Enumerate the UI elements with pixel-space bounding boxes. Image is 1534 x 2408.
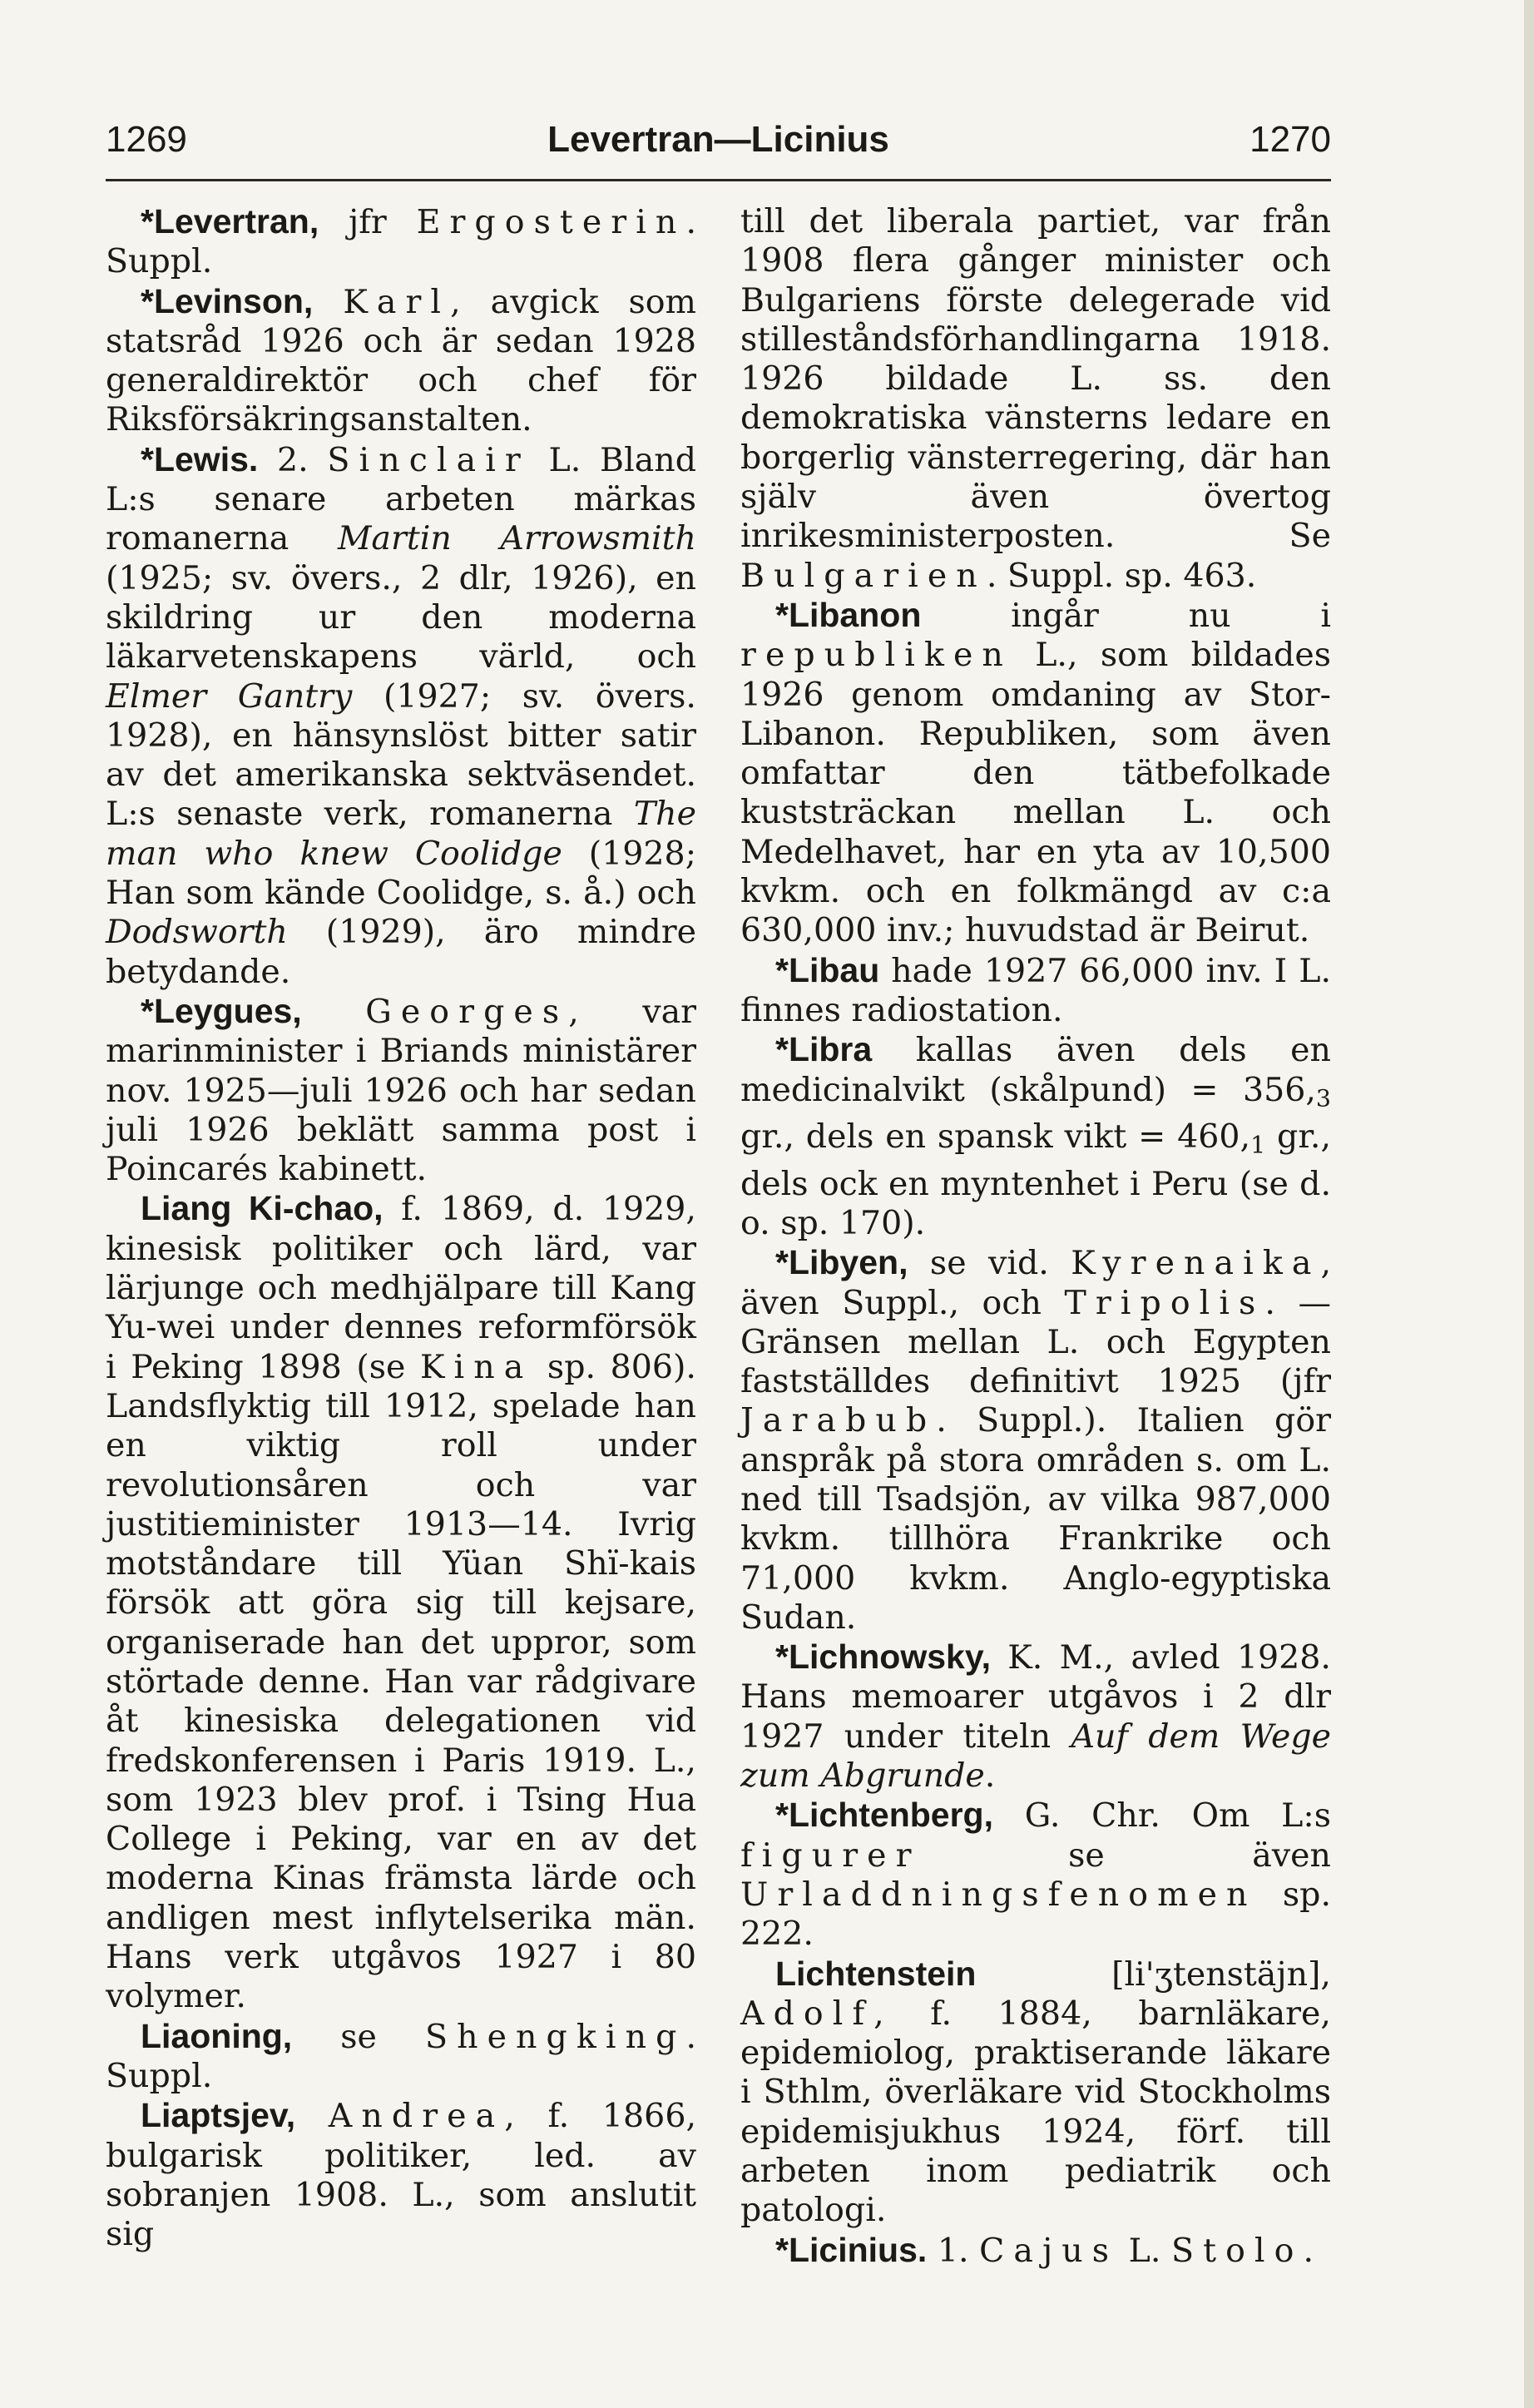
headword: *Lichtenberg, bbox=[775, 1796, 993, 1835]
entry-libyen: *Libyen, se vid. Kyrenaika, även Suppl., och Tripolis. — Gränsen mellan L. och Egypten fastställdes definitivt 1925 (jfr Jarabub. Suppl.). Italien gör anspråk på stora områden s. om L. ned till Tsadsjön, av vilka 987,000 kvkm. tillhöra Frankrike och 71,000 kvkm. Anglo-egyptiska Sudan. bbox=[740, 1243, 1331, 1637]
headword: *Lewis. bbox=[141, 439, 259, 478]
entry-leygues: *Leygues, Georges, var marinminister i Briands ministärer nov. 1925—juli 1926 och har sedan juli 1926 beklätt samma post i Poincarés kabinett. bbox=[106, 991, 697, 1189]
entry-levertran: *Levertran, jfr Ergosterin. Suppl. bbox=[106, 202, 696, 281]
headword: Liang Ki-chao, bbox=[141, 1189, 384, 1228]
entry-lichnowsky: *Lichnowsky, K. M., avled 1928. Hans memoarer utgåvos i 2 dlr 1927 under titeln Auf dem Wege zum Abgrunde. bbox=[740, 1638, 1331, 1796]
entry-lewis: *Lewis. 2. Sinclair L. Bland L:s senare arbeten märkas romanerna Martin Arrowsmith (1925; sv. övers., 2 dlr, 1926), en skildring ur den moderna läkarvetenskapens värld, och Elmer Gantry (1927; sv. övers. 1928), en hänsynslöst bitter satir av det amerikanska sektväsendet. L:s senaste verk, romanerna The man who knew Coolidge (1928; Han som kände Coolidge, s. å.) och Dodsworth (1929), äro mindre betydande. bbox=[106, 439, 696, 991]
entry-liaptsjev-continued: till det liberala partiet, var från 1908 flera gånger minister och Bulgariens förste delegerade vid stilleståndsförhandlingarna 1918. 1926 bildade L. ss. den demokratiska vänsterns ledare en borgerlig vänsterregering, där han själv även övertog inrikesministerposten. Se Bulgarien. Suppl. sp. 463. bbox=[740, 202, 1331, 595]
page-number-right: 1270 bbox=[1249, 119, 1331, 160]
running-title: Levertran—Licinius bbox=[547, 119, 889, 160]
headword: *Lichnowsky, bbox=[775, 1638, 991, 1677]
headword: Lichtenstein bbox=[775, 1954, 977, 1993]
entry-libra: *Libra kallas även dels en medicinalvikt (skålpund) = $356,_3$ gr., dels en spansk vikt = $460,_1$ gr., dels ock en myntenhet i Peru (se d. o. sp. 170). bbox=[740, 1030, 1331, 1242]
entry-libanon: *Libanon ingår nu i republiken L., som bildades 1926 genom omdaning av Stor-Libanon. Republiken, som även omfattar den tätbefolkade kuststräckan mellan L. och Medelhavet, har en yta av 10,500 kvkm. och en folkmängd av c:a 630,000 inv.; huvudstad är Beirut. bbox=[740, 595, 1331, 950]
entry-lichtenberg: *Lichtenberg, G. Chr. Om L:s figurer se även Urladdningsfenomen sp. 222. bbox=[740, 1796, 1331, 1954]
entry-libau: *Libau hade 1927 66,000 inv. I L. finnes radiostation. bbox=[740, 950, 1331, 1029]
headword: *Libyen, bbox=[775, 1243, 908, 1282]
right-column bbox=[740, 202, 1331, 2271]
headword: *Libanon bbox=[775, 595, 922, 634]
headword: *Libra bbox=[775, 1030, 873, 1069]
entry-levinson: *Levinson, Karl, avgick som statsråd 1926 och är sedan 1928 generaldirektör och chef för Riksförsäkringsanstalten. bbox=[106, 281, 696, 439]
left-column bbox=[106, 202, 696, 2254]
entry-liang-ki-chao: Liang Ki-chao, f. 1869, d. 1929, kinesisk politiker och lärd, var lärjunge och medhjälpare till Kang Yu-wei under dennes reformförsök i Peking 1898 (se Kina sp. 806). Landsflyktig till 1912, spelade han en viktig roll under revolutionsåren och var justitieminister 1913—14. Ivrig motståndare till Yüan Shï-kais försök att göra sig till kejsare, organiserade han det uppror, som störtade denne. Han var rådgivare åt kinesiska delegationen vid fredskonferensen i Paris 1919. L., som 1923 blev prof. i Tsing Hua College i Peking, var en av det moderna Kinas främsta lärde och andligen mest inflytelserika män. Hans verk utgåvos 1927 i 80 volymer. bbox=[106, 1189, 696, 2016]
header-rule bbox=[106, 179, 1331, 181]
headword: *Levinson, bbox=[141, 281, 314, 320]
entry-liaptsjev: Liaptsjev, Andrea, f. 1866, bulgarisk politiker, led. av sobranjen 1908. L., som anslutit sig bbox=[106, 2096, 697, 2254]
running-header bbox=[106, 115, 1331, 165]
headword: *Licinius. bbox=[775, 2230, 928, 2269]
headword: *Leygues, bbox=[141, 991, 302, 1030]
headword: Liaptsjev, bbox=[141, 2096, 296, 2135]
entry-lichtenstein: Lichtenstein [li'ʒtenstäjn], Adolf, f. 1884, barnläkare, epidemiolog, praktiserande läkare i Sthlm, överläkare vid Stockholms epidemisjukhus 1924, förf. till arbeten inom pediatrik och patologi. bbox=[740, 1954, 1331, 2230]
entry-liaoning: Liaoning, se Shengking. Suppl. bbox=[106, 2016, 696, 2095]
entry-licinius: *Licinius. 1. Cajus L. Stolo. bbox=[775, 2230, 1314, 2270]
headword: Liaoning, bbox=[141, 2016, 293, 2055]
headword: *Libau bbox=[775, 950, 880, 989]
headword: *Levertran, bbox=[141, 202, 319, 240]
page-number-left: 1269 bbox=[106, 119, 187, 160]
